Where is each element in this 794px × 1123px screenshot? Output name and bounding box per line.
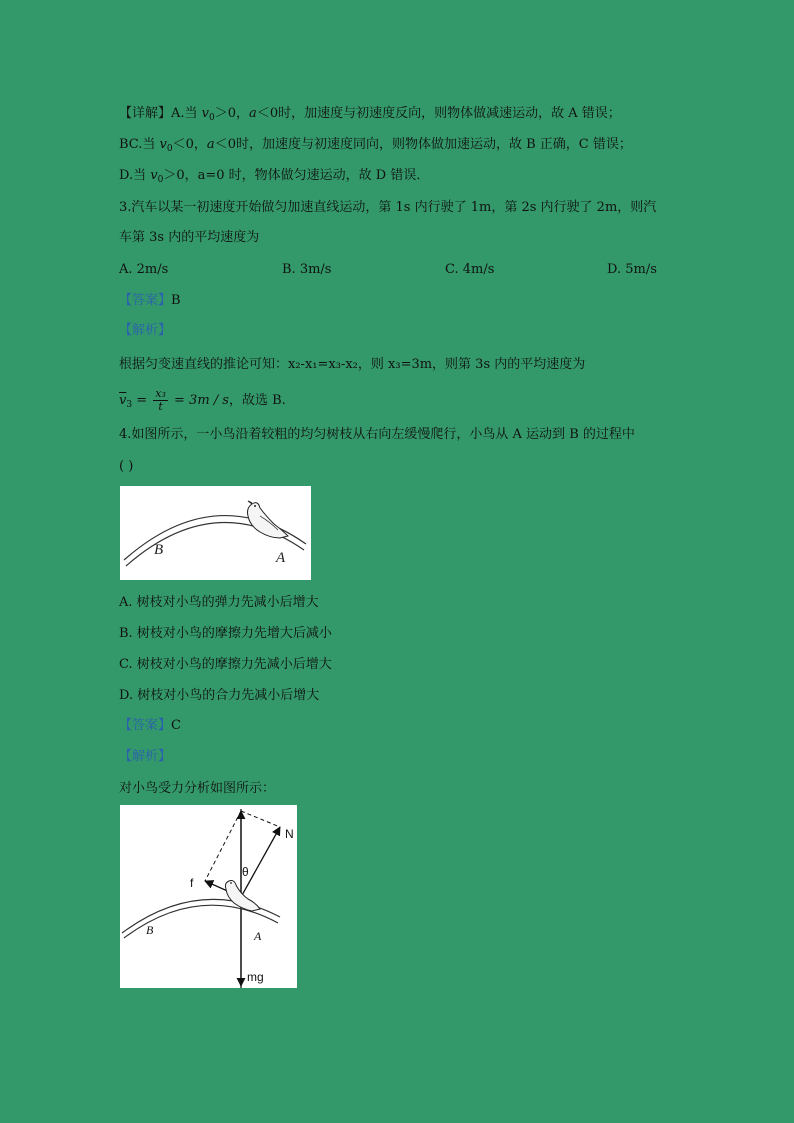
- math-sub: 0: [209, 113, 215, 123]
- q4-option-b: B. 树枝对小鸟的摩擦力先增大后减小: [119, 626, 332, 641]
- bird-icon: [248, 501, 289, 538]
- eq-fraction: [153, 388, 168, 413]
- q3-analysis-label: 【解析】: [119, 323, 172, 338]
- q4-option-a: A. 树枝对小鸟的弹力先减小后增大: [119, 595, 319, 610]
- math-a: a: [249, 106, 257, 121]
- text: ，故选 B.: [228, 393, 286, 408]
- q4-answer-line: [119, 717, 181, 735]
- text: =3m，则第 3s 内的平均速度为: [400, 357, 586, 372]
- q3-option-b: B. 3m/s: [282, 262, 332, 277]
- eq-rhs: = 3m / s: [174, 393, 229, 408]
- label-a: A: [276, 550, 286, 566]
- q3-answer-line: [119, 292, 181, 310]
- detail-line-bc: [119, 136, 632, 154]
- eq-v: $\overline{v}$: [119, 393, 127, 408]
- math-v: v: [159, 137, 167, 152]
- q4-option-d: D. 树枝对小鸟的合力先减小后增大: [119, 688, 320, 703]
- normal-force-arrow: [241, 827, 280, 897]
- q3-option-c: C. 4m/s: [445, 262, 495, 277]
- answer-value: C: [171, 718, 181, 733]
- text: ，则 x: [357, 357, 396, 372]
- eq-denominator: t: [158, 400, 163, 413]
- math-a: a: [206, 137, 215, 152]
- label-theta: θ: [242, 865, 249, 879]
- detail-label: 【详解】: [119, 106, 172, 121]
- text: ＞0，a=0 时，物体做匀速运动，故 D 错误．: [163, 168, 430, 183]
- question-3-line-1: 3.汽车以某一初速度开始做匀加速直线运动，第 1s 内行驶了 1m，第 2s 内行驶了 2m，则汽: [119, 200, 657, 215]
- q3-equation-line: [119, 388, 286, 413]
- q4-analysis-label: 【解析】: [119, 749, 172, 764]
- text: ＞0，: [214, 106, 250, 121]
- q4-analysis-text: 对小鸟受力分析如图所示：: [119, 781, 276, 796]
- text: 根据匀变速直线的推论可知：x: [119, 357, 296, 372]
- detail-line-a: [119, 105, 621, 123]
- text: A.当: [171, 106, 202, 121]
- answer-label: 【答案】: [119, 293, 172, 308]
- formula: ₂-x₁=x₃-x₂: [295, 357, 358, 372]
- question-4-line-1: 4.如图所示，一小鸟沿着较粗的均匀树枝从右向左缓慢爬行，小鸟从 A 运动到 B 的过程中: [119, 427, 635, 442]
- q4-option-c: C. 树枝对小鸟的摩擦力先减小后增大: [119, 657, 332, 672]
- answer-value: B: [171, 293, 181, 308]
- text: BC.当: [119, 137, 160, 152]
- text: D.当: [119, 168, 151, 183]
- eq-sub: 3: [126, 400, 133, 410]
- math-v: v: [201, 106, 210, 121]
- q3-analysis-line: [119, 356, 585, 374]
- bird-branch-svg: [120, 486, 311, 580]
- text: ＜0时，加速度与初速度同向，则物体做加速运动，故 B 正确，C 错误；: [214, 137, 632, 152]
- math-sub: 0: [157, 175, 164, 185]
- force-diagram-svg: [120, 805, 297, 988]
- eq-numerator: x₃: [155, 387, 166, 400]
- force-diagram-figure: [120, 805, 297, 988]
- eq-equals: =: [136, 393, 152, 408]
- answer-label: 【答案】: [119, 718, 172, 733]
- q3-option-d: D. 5m/s: [607, 262, 657, 277]
- label-mg: mg: [247, 970, 264, 984]
- math-sub: 0: [166, 144, 173, 154]
- bird-branch-figure: [120, 486, 311, 580]
- label-a: A: [254, 929, 262, 943]
- label-n: N: [285, 827, 294, 841]
- label-f: f: [190, 876, 194, 890]
- text: ＜0时，加速度与初速度反向，则物体做减速运动，故 A 错误；: [256, 106, 621, 121]
- math-v: v: [150, 168, 158, 183]
- dashed-line-top: [241, 811, 280, 827]
- detail-line-d: [119, 167, 429, 185]
- question-3-line-2: 车第 3s 内的平均速度为: [119, 230, 260, 245]
- dashed-line-left: [205, 811, 241, 881]
- label-b: B: [146, 923, 154, 937]
- question-4-line-2: ( ): [119, 459, 134, 474]
- q3-option-a: A. 2m/s: [119, 262, 169, 277]
- label-b: B: [154, 542, 164, 558]
- text: ＜0，: [172, 137, 207, 152]
- formula-sub: ₃: [395, 357, 401, 372]
